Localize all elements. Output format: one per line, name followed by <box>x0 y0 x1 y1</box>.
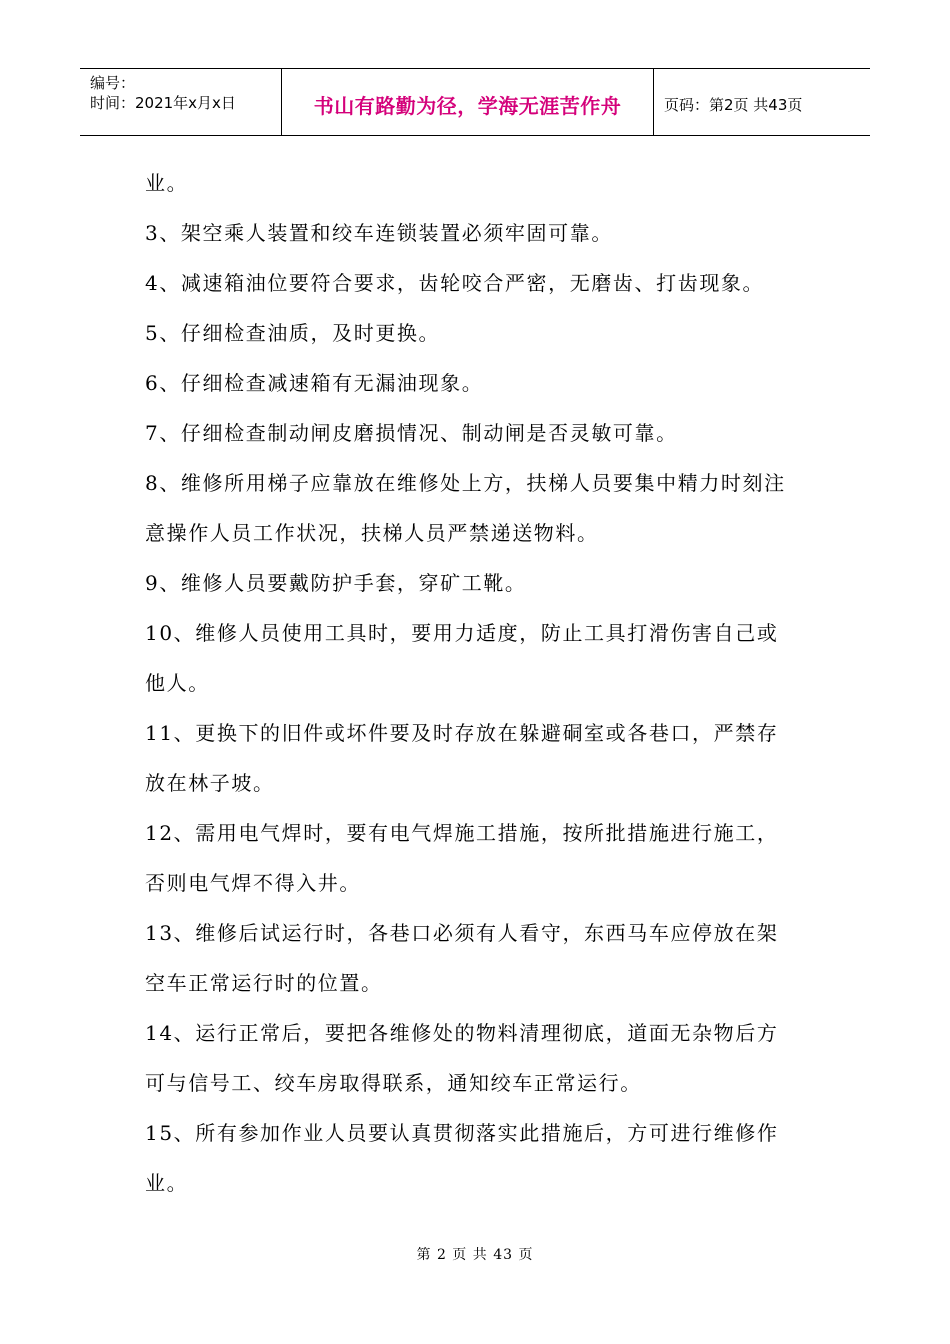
text-line: 14、运行正常后，要把各维修处的物料清理彻底，道面无杂物后方 <box>145 1021 779 1045</box>
text-line: 3、架空乘人装置和绞车连锁装置必须牢固可靠。 <box>145 221 613 245</box>
document-body <box>145 162 815 1212</box>
text-line: 8、维修所用梯子应靠放在维修处上方，扶梯人员要集中精力时刻注 <box>145 471 786 495</box>
text-line: 4、减速箱油位要符合要求，齿轮咬合严密，无磨齿、打齿现象。 <box>145 271 765 295</box>
text-line: 放在林子坡。 <box>145 771 275 795</box>
text-line: 11、更换下的旧件或坏件要及时存放在躲避硐室或各巷口，严禁存 <box>145 721 779 745</box>
text-line: 12、需用电气焊时，要有电气焊施工措施，按所批措施进行施工， <box>145 821 779 845</box>
text-line: 13、维修后试运行时，各巷口必须有人看守，东西马车应停放在架 <box>145 921 779 945</box>
text-line: 10、维修人员使用工具时，要用力适度，防止工具打滑伤害自己或 <box>145 621 779 645</box>
text-line: 意操作人员工作状况，扶梯人员严禁递送物料。 <box>145 521 599 545</box>
text-line: 否则电气焊不得入井。 <box>145 871 361 895</box>
text-line: 5、仔细检查油质，及时更换。 <box>145 321 441 345</box>
text-line: 可与信号工、绞车房取得联系，通知绞车正常运行。 <box>145 1071 642 1095</box>
text-line: 7、仔细检查制动闸皮磨损情况、制动闸是否灵敏可靠。 <box>145 421 678 445</box>
header-motto: 书山有路勤为径，学海无涯苦作舟 <box>282 69 654 135</box>
document-number-label: 编号： <box>90 74 136 92</box>
header-page-info: 页码：第2页 共43页 <box>664 95 803 114</box>
page-footer: 第 2 页 共 43 页 <box>416 1247 534 1263</box>
text-line: 业。 <box>145 171 189 195</box>
document-time-label: 时间：2021年x月x日 <box>90 94 236 112</box>
text-line: 9、维修人员要戴防护手套，穿矿工靴。 <box>145 571 527 595</box>
text-line: 6、仔细检查减速箱有无漏油现象。 <box>145 371 484 395</box>
text-line: 15、所有参加作业人员要认真贯彻落实此措施后，方可进行维修作 <box>145 1121 779 1145</box>
header-meta <box>80 69 282 135</box>
page-header <box>80 68 870 136</box>
text-line: 业。 <box>145 1171 189 1195</box>
text-line: 空车正常运行时的位置。 <box>145 971 383 995</box>
text-line: 他人。 <box>145 671 210 695</box>
